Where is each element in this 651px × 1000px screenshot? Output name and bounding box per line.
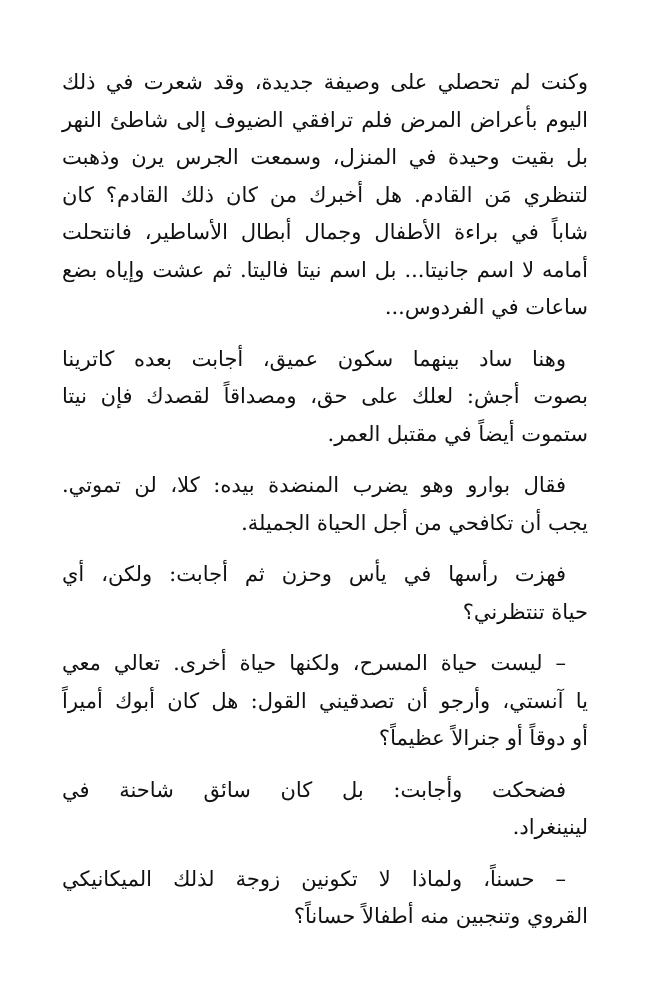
paragraph-6 [62, 772, 588, 847]
text-line: القروي وتنجبين منه أطفالاً حساناً؟ [293, 904, 588, 928]
paragraph-1 [62, 64, 588, 327]
text-line: حياة تنتظرني؟ [462, 599, 588, 624]
text-line: – ليست حياة المسرح، ولكنها حياة أخرى. تعالي معي [62, 651, 566, 675]
paragraph-7 [62, 861, 588, 936]
text-line: ستموت أيضاً في مقتبل العمر. [327, 421, 588, 446]
text-line: لينينغراد. [512, 815, 588, 839]
text-line: ساعات في الفردوس... [384, 295, 588, 319]
paragraph-3 [62, 467, 588, 542]
text-line: بل بقيت وحيدة في المنزل، وسمعت الجرس يرن وذهبت [62, 145, 588, 169]
text-line: بصوت أجش: لعلك على حق، ومصداقاً لقصدك فإن نيتا [62, 384, 588, 408]
text-line: وكنت لم تحصلي على وصيفة جديدة، وقد شعرت في ذلك [62, 70, 588, 94]
text-line: وهنا ساد بينهما سكون عميق، أجابت بعده كاترينا [62, 346, 566, 371]
text-line: – حسناً، ولماذا لا تكونين زوجة لذلك الميكانيكي [62, 866, 566, 891]
text-line: فقال بوارو وهو يضرب المنضدة بيده: كلا، لن تموتي. [62, 473, 566, 497]
book-page [62, 64, 588, 950]
text-line: يجب أن تكافحي من أجل الحياة الجميلة. [241, 510, 588, 535]
text-line: يا آنستي، وأرجو أن تصدقيني القول: هل كان أبوك أميراً [62, 688, 588, 713]
text-line: أمامه لا اسم جانيتا... بل اسم نيتا فاليتا. ثم عشت وإياه بضع [62, 257, 588, 282]
paragraph-5 [62, 645, 588, 758]
text-line: لتنظري مَن القادم. هل أخبرك من كان ذلك القادم؟ كان [62, 182, 588, 207]
paragraph-2 [62, 341, 588, 454]
text-line: أو دوقاً أو جنرالاً عظيماً؟ [378, 726, 588, 750]
text-line: فضحكت وأجابت: بل كان سائق شاحنة في [62, 777, 566, 802]
text-line: اليوم بأعراض المرض فلم ترافقي الضيوف إلى شاطئ النهر [62, 107, 588, 132]
text-line: شاباً في براءة الأطفال وجمال أبطال الأساطير، فانتحلت [62, 220, 588, 244]
text-line: فهزت رأسها في يأس وحزن ثم أجابت: ولكن، أي [62, 562, 566, 586]
paragraph-4 [62, 556, 588, 631]
